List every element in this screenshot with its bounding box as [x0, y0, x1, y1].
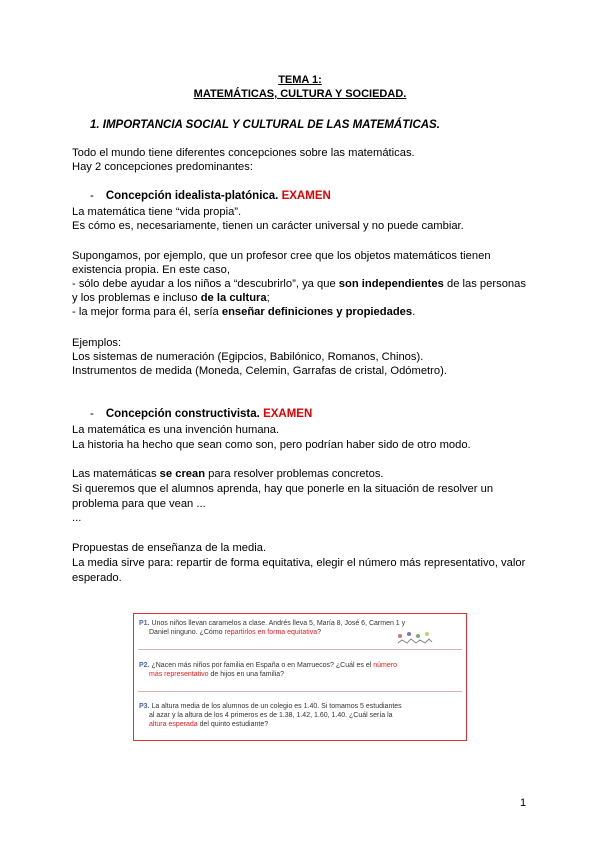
children-illustration-icon [395, 631, 435, 647]
problem-text: Unos niños llevan caramelos a clase. Andrés lleva 5, María 8, José 6, Carmen 1 y [151, 620, 406, 627]
problem-text: Daniel ninguno. ¿Cómo [149, 629, 225, 636]
problem-text: ? [317, 629, 322, 636]
problem-text: La altura media de los alumnos de un colegio es 1.40. Si tomamos 5 estudiantes [151, 703, 402, 710]
problem-label: P2. [139, 662, 150, 669]
problem-text: de hijos en una familia? [208, 671, 285, 678]
text-line [72, 305, 415, 319]
text-line: La historia ha hecho que sean como son, pero podrían haber sido de otro modo. [72, 439, 471, 451]
problem-text: al azar y la altura de los 4 primeros es de 1.38, 1.42, 1.60, 1.40. ¿Cuál sería la [149, 712, 393, 719]
bold-run: son independientes [338, 278, 444, 290]
text-run: para resolver problemas concretos. [205, 468, 384, 480]
intro-line: Hay 2 concepciones predominantes: [72, 161, 253, 173]
text-line: La matemática es una invención humana. [72, 424, 280, 436]
text-line: Supongamos, por ejemplo, que un profesor cree que los objetos matemáticos tienen [72, 250, 491, 262]
concept-heading-idealista [90, 190, 331, 202]
text-line: problema para que vean ... [72, 498, 206, 510]
text-line: existencia propia. En este caso, [72, 264, 230, 276]
highlight-text: altura esperada [149, 721, 198, 728]
problem-label: P3. [139, 703, 150, 710]
text-run: - la mejor forma para él, sería [72, 306, 222, 318]
exam-tag: EXAMEN [263, 408, 313, 420]
bullet-dash: - [90, 190, 94, 202]
text-line: La media sirve para: repartir de forma equitativa, elegir el número más representativo, valor [72, 557, 526, 569]
text-line: Ejemplos: [72, 337, 122, 349]
page-number: 1 [520, 797, 527, 809]
page-title: TEMA 1: [278, 74, 322, 86]
text-line: Instrumentos de medida (Moneda, Celemin, Garrafas de cristal, Odómetro). [72, 365, 447, 377]
text-run: Las matemáticas [72, 468, 160, 480]
section-heading: 1. IMPORTANCIA SOCIAL Y CULTURAL DE LAS MATEMÁTICAS. [90, 119, 440, 131]
text-line: esperado. [72, 572, 122, 584]
concept-title: Concepción constructivista. [105, 408, 260, 420]
text-run: ; [266, 292, 270, 304]
divider [138, 691, 462, 692]
text-line [72, 467, 384, 481]
problem-label: P1. [139, 620, 150, 627]
text-run: - sólo debe ayudar a los niños a “descubrirlo”, ya que [72, 278, 339, 290]
page-subtitle: MATEMÁTICAS, CULTURA Y SOCIEDAD. [193, 88, 407, 100]
bold-run: se crean [159, 468, 206, 480]
text-run: de las personas [443, 278, 526, 290]
highlight-text: repartirlos en forma equitativa [224, 629, 318, 636]
exam-tag: EXAMEN [281, 190, 331, 202]
problem-text: del quinto estudiante? [197, 721, 269, 728]
text-line [72, 277, 526, 291]
bullet-dash: - [90, 408, 94, 420]
problem-text: ¿Nacen más niños por familia en España o en Marruecos? ¿Cuál es el [151, 662, 374, 669]
intro-line: Todo el mundo tiene diferentes concepciones sobre las matemáticas. [72, 147, 415, 159]
text-line: Es cómo es, necesariamente, tienen un carácter universal y no puede cambiar. [72, 220, 464, 232]
problem-p2 [139, 661, 461, 679]
text-run: . [412, 306, 416, 318]
concept-heading-constructivista [90, 408, 312, 420]
text-line: Propuestas de enseñanza de la media. [72, 542, 267, 554]
text-line: Si queremos que el alumnos aprenda, hay que ponerle en la situación de resolver un [72, 483, 494, 495]
text-line: Los sistemas de numeración (Egipcios, Babilónico, Romanos, Chinos). [72, 351, 424, 363]
text-run: y los problemas e incluso [72, 292, 201, 304]
bold-run: de la cultura [200, 292, 267, 304]
bold-run: enseñar definiciones y propiedades [221, 306, 413, 318]
problem-p3 [139, 702, 461, 729]
divider [138, 649, 462, 650]
highlight-text: número [373, 662, 397, 669]
text-line: ... [72, 512, 82, 524]
concept-title: Concepción idealista-platónica. [105, 190, 279, 202]
text-line: La matemática tiene “vida propia”. [72, 206, 242, 218]
highlight-text: más representativo [149, 671, 209, 678]
text-line [72, 291, 270, 305]
